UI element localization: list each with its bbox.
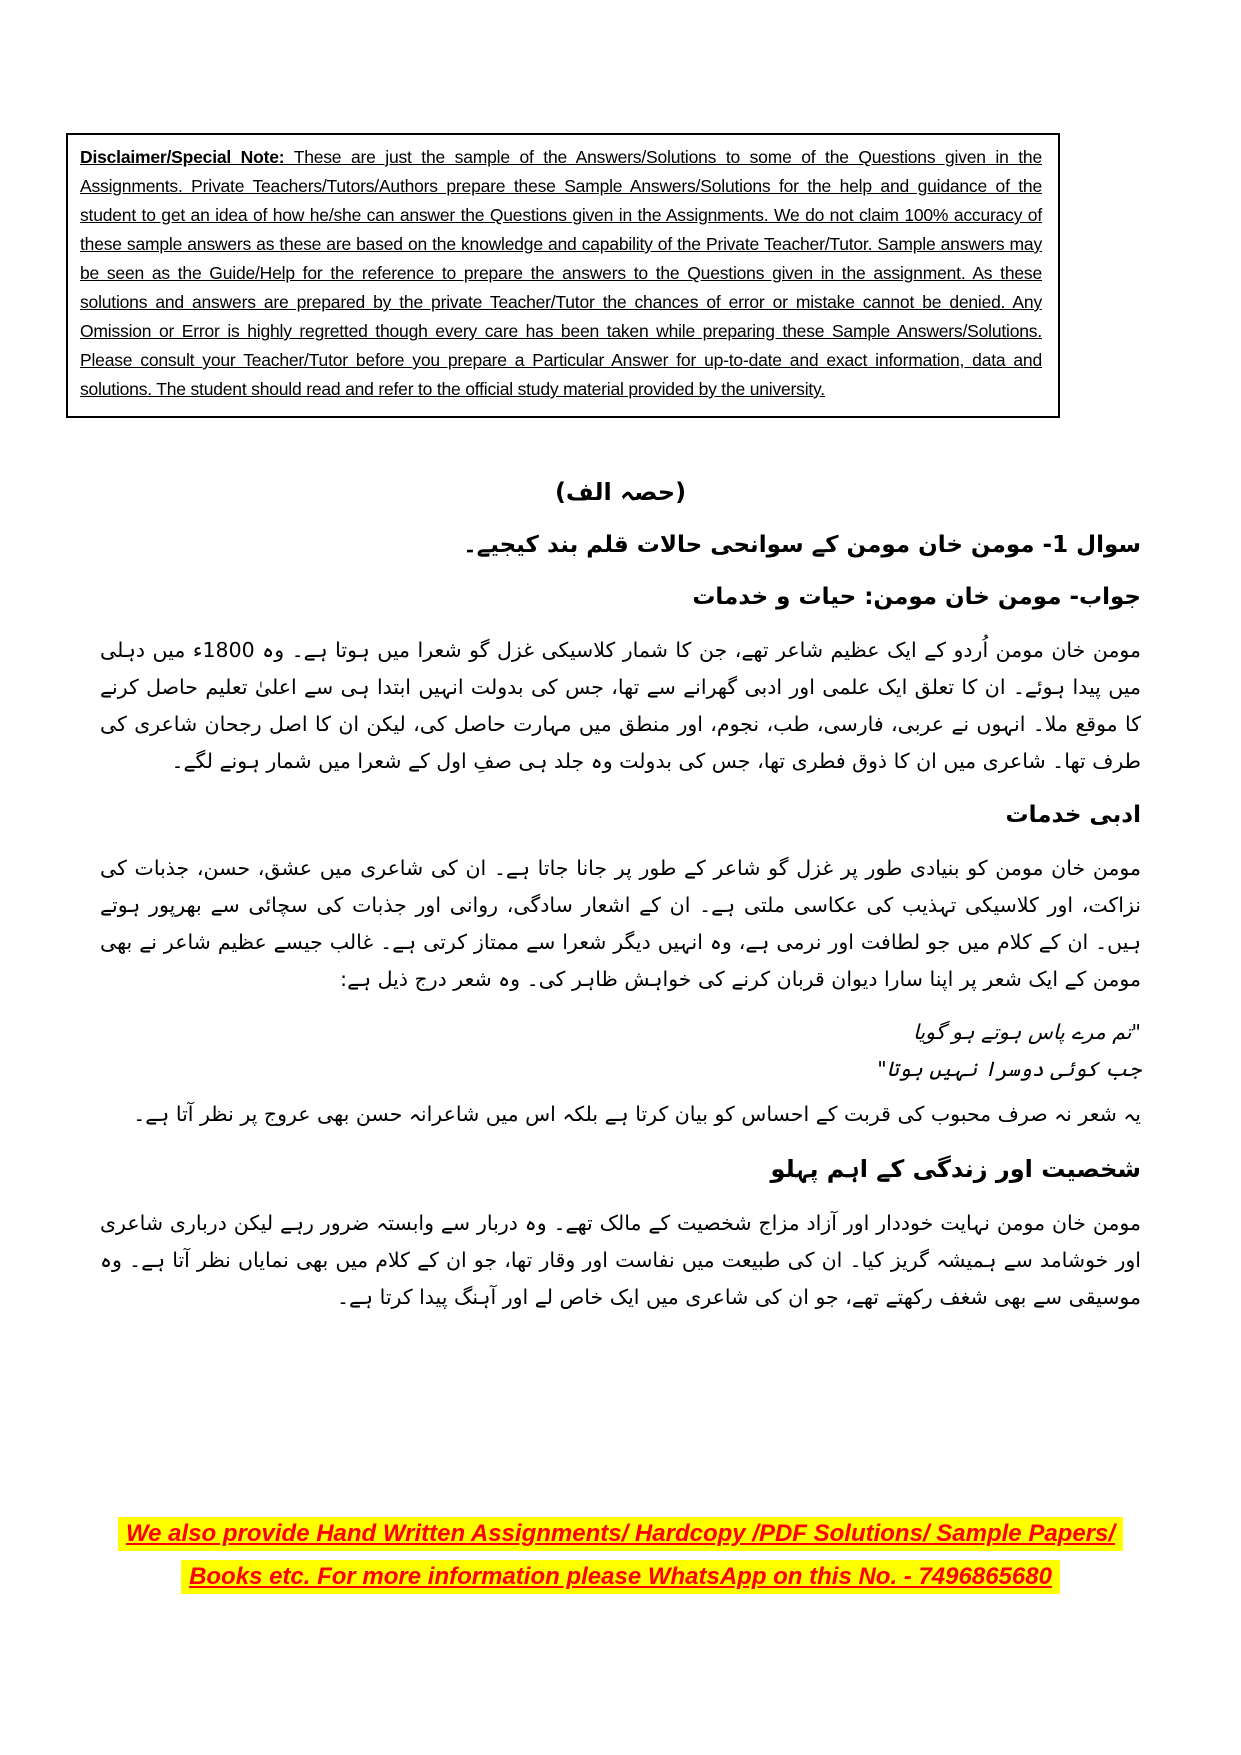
footer-line-2: Books etc. For more information please WhatsApp on this No. - 7496865680	[181, 1560, 1060, 1594]
disclaimer-body: These are just the sample of the Answers/Solutions to some of the Questions given in the Assignments. Private Teachers/Tutors/Authors prepare these Sample Answers/Solutions for the help and guidance of the student to get an idea of how he/she can answer the Questions given in the Assignments. We do not claim 100% accuracy of these sample answers as these are based on the knowledge and capability of the Private Teacher/Tutor. Sample answers may be seen as the Guide/Help for the reference to prepare the answers to the Questions given in the assignment. As these solutions and answers are prepared by the private Teacher/Tutor the chances of error or mistake cannot be denied. Any Omission or Error is highly regretted though every care has been taken while preparing these Sample Answers/Solutions. Please consult your Teacher/Tutor before you prepare a Particular Answer for up-to-date and exact information, data and solutions. The student should read and refer to the official study material provided by the university.	[80, 147, 1042, 399]
paragraph-personality: مومن خان مومن نہایت خوددار اور آزاد مزاج شخصیت کے مالک تھے۔ وہ دربار سے وابستہ ضرور رہے لیکن درباری شاعری اور خوشامد سے ہمیشہ گریز کیا۔ ان کی طبیعت میں نفاست اور وقار تھا، جو ان کے کلام میں بھی نمایاں نظر آتا ہے۔ وہ موسیقی سے بھی شغف رکھتے تھے، جو ان کی شاعری میں ایک خاص لے اور آہنگ پیدا کرتا ہے۔	[100, 1211, 1141, 1309]
footer-promo-row-2	[0, 1555, 1241, 1598]
disclaimer-text	[80, 143, 1042, 404]
footer-line-1: We also provide Hand Written Assignments/ Hardcopy /PDF Solutions/ Sample Papers/	[118, 1517, 1123, 1551]
paragraph-literary-services: مومن خان مومن کو بنیادی طور پر غزل گو شاعر کے طور پر جانا جاتا ہے۔ ان کی شاعری میں عشق، حسن، جذبات کی نزاکت، اور کلاسیکی تہذیب کی عکاسی ملتی ہے۔ ان کے اشعار سادگی، روانی اور جذبات کی سچائی سے بھرپور ہوتے ہیں۔ ان کے کلام میں جو لطافت اور نرمی ہے، وہ انہیں دیگر شعرا سے ممتاز کرتی ہے۔ غالب جیسے عظیم شاعر نے بھی مومن کے ایک شعر پر اپنا سارا دیوان قربان کرنے کی خواہش ظاہر کی۔ وہ شعر درج ذیل ہے:	[100, 856, 1141, 991]
couplet-block	[100, 1016, 1141, 1086]
footer-promo-row-1	[0, 1512, 1241, 1555]
footer-promo	[0, 1512, 1241, 1598]
question-heading: سوال 1- مومن خان مومن کے سوانحی حالات قلم بند کیجیے۔	[463, 532, 1141, 558]
subheading-personality: شخصیت اور زندگی کے اہم پہلو	[770, 1155, 1141, 1183]
section-heading: (حصہ الف)	[554, 478, 687, 506]
disclaimer-label: Disclaimer/Special Note:	[80, 147, 285, 167]
disclaimer-box	[66, 133, 1060, 418]
couplet-line-1: "تم مرے پاس ہوتے ہو گویا	[913, 1020, 1141, 1044]
urdu-answer-content	[100, 474, 1141, 1316]
subheading-literary-services: ادبی خدمات	[1005, 802, 1141, 828]
couplet-line-2: جب کوئی دوسرا نہیں ہوتا"	[877, 1057, 1141, 1081]
paragraph-biography: مومن خان مومن اُردو کے ایک عظیم شاعر تھے، جن کا شمار کلاسیکی غزل گو شعرا میں ہوتا ہے۔ وہ 1800ء میں دہلی میں پیدا ہوئے۔ ان کا تعلق ایک علمی اور ادبی گھرانے سے تھا، جس کی بدولت انہیں ابتدا ہی سے اعلیٰ تعلیم حاصل کرنے کا موقع ملا۔ انہوں نے عربی، فارسی، طب، نجوم، اور منطق میں مہارت حاصل کی، لیکن ان کا اصل رجحان شاعری کی طرف تھا۔ شاعری میں ان کا ذوق فطری تھا، جس کی بدولت وہ جلد ہی صفِ اول کے شعرا میں شمار ہونے لگے۔	[100, 638, 1141, 773]
answer-heading: جواب- مومن خان مومن: حیات و خدمات	[692, 584, 1141, 610]
paragraph-couplet-explanation: یہ شعر نہ صرف محبوب کی قربت کے احساس کو بیان کرتا ہے بلکہ اس میں شاعرانہ حسن بھی عروج پر نظر آتا ہے۔	[133, 1102, 1141, 1126]
